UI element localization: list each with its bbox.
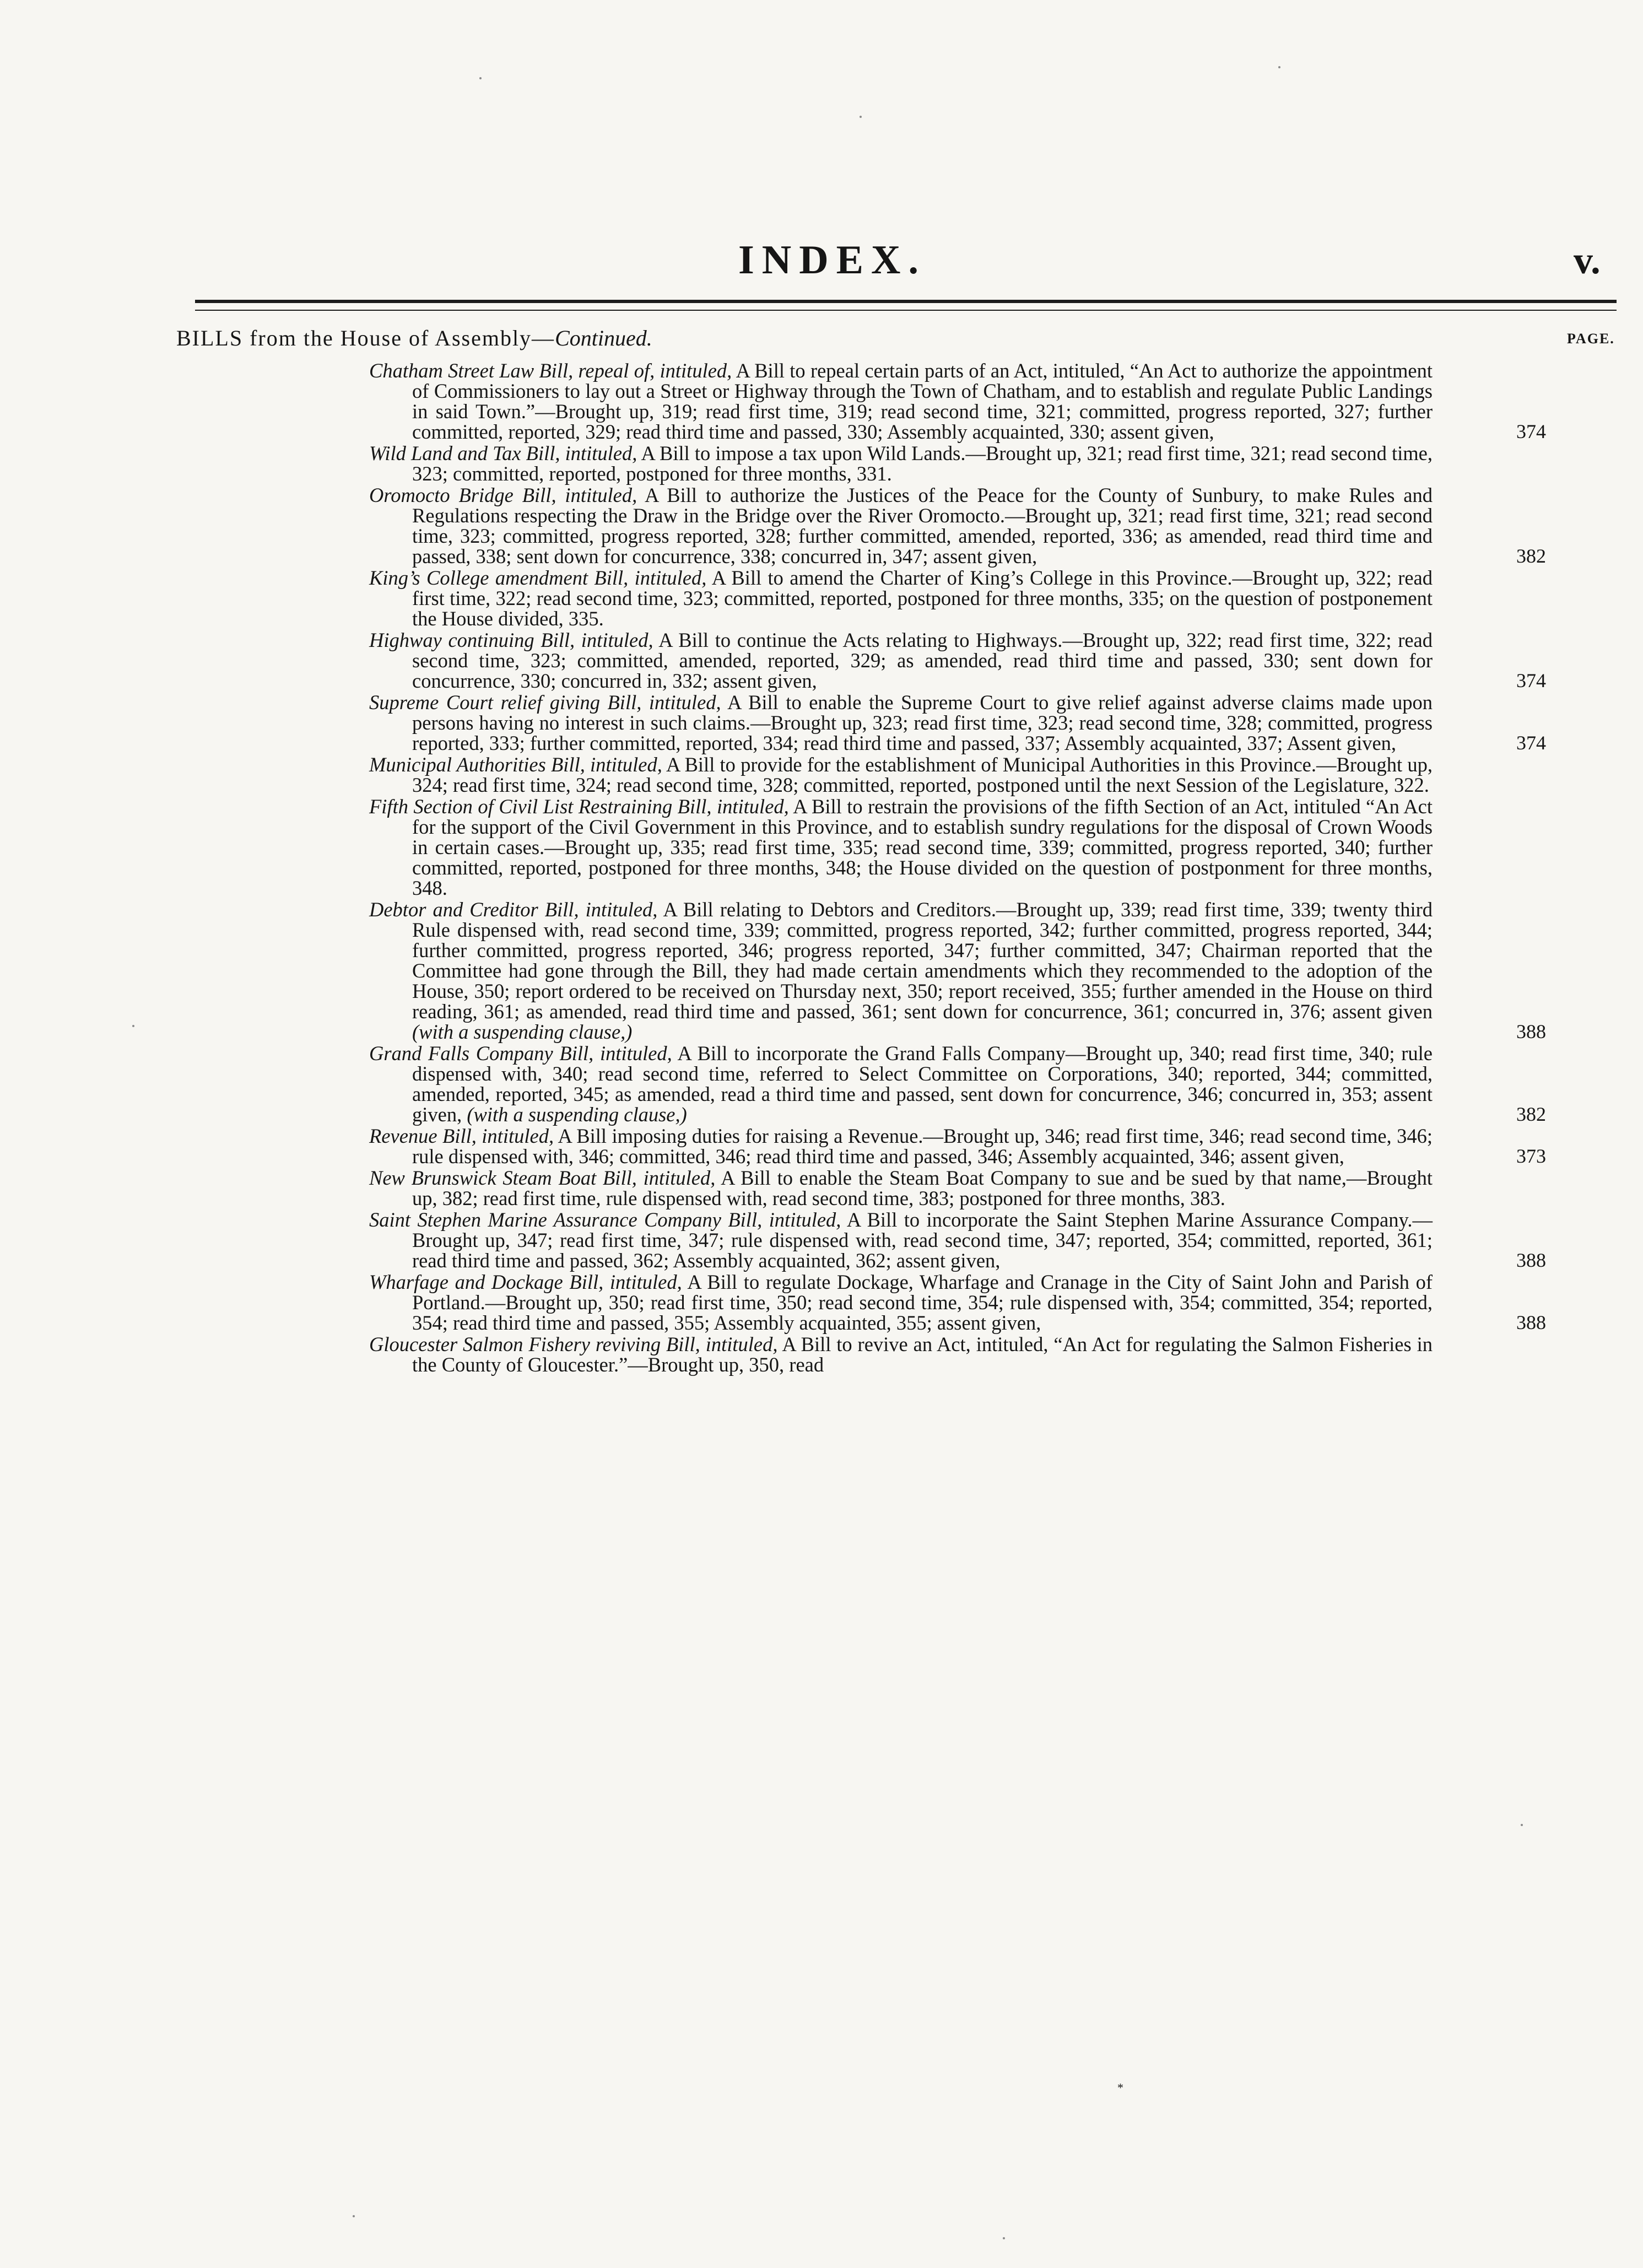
entry-page-number: 382	[1516, 545, 1546, 567]
index-entry	[369, 796, 1433, 898]
entry-text: A Bill to impose a tax upon Wild Lands.—Brought up, 321; read first time, 321; read second time, 323; committed, reported, postponed for three months, 331.	[412, 442, 1433, 485]
entry-page-number: 374	[1516, 669, 1546, 692]
page-column-label: PAGE.	[1567, 331, 1615, 347]
entry-title: Wild Land and Tax Bill, intituled,	[369, 442, 637, 465]
entry-text: A Bill to repeal certain parts of an Act, intituled, “An Act to authorize the appointment of Commissioners to lay out a Street or Highway through the Town of Chatham, and to establish and regulate Public Landings in said Town.”—Brought up, 319; read first time, 319; read second time, 321; committed, progress reported, 327; further committed, reported, 329; read third time and passed, 330; Assembly acquainted, 330; assent given,	[412, 359, 1433, 443]
index-entry	[369, 1208, 1546, 1272]
entry-title: Chatham Street Law Bill, repeal of, intituled,	[369, 359, 732, 382]
paper-speck	[1521, 1824, 1523, 1826]
section-heading-continued: Continued.	[555, 326, 652, 350]
index-entry	[369, 1271, 1546, 1334]
paper-speck	[353, 2215, 355, 2217]
header-rule-thick	[195, 300, 1617, 303]
entry-title: King’s College amendment Bill, intituled,	[369, 566, 707, 589]
entry-title: Fifth Section of Civil List Restraining Bill, intituled,	[369, 795, 789, 818]
index-entry	[369, 443, 1433, 484]
entry-title: Saint Stephen Marine Assurance Company Bill, intituled,	[369, 1208, 841, 1231]
index-entry	[369, 754, 1433, 795]
entry-text: A Bill to enable the Steam Boat Company to sue and be sued by that name,—Brought up, 382; read first time, rule dispensed with, read second time, 383; postponed for three months, 383.	[412, 1167, 1433, 1209]
paper-speck	[1003, 2237, 1005, 2239]
entry-page-number: 374	[1516, 420, 1546, 442]
page-number: v.	[1574, 240, 1601, 282]
index-entry	[369, 629, 1546, 692]
entry-text: A Bill imposing duties for raising a Revenue.—Brought up, 346; read first time, 346; read second time, 346; rule dispensed with, 346; committed, 346; read third time and passed, 346; Assembly acquainted, 346; assent given,	[412, 1125, 1433, 1168]
entry-page-number: 388	[1516, 1249, 1546, 1271]
index-entry	[369, 898, 1546, 1043]
section-heading-text: BILLS from the House of Assembly—	[176, 326, 555, 350]
paper-speck	[132, 1025, 134, 1027]
entry-text: A Bill to provide for the establishment of Municipal Authorities in this Province.—Brought up, 324; read first time, 324; read second time, 328; committed, reported, postponed until the next Session of the Legislature, 322.	[412, 753, 1433, 796]
entry-text: A Bill to authorize the Justices of the Peace for the County of Sunbury, to make Rules and Regulations respecting the Draw in the Bridge over the River Oromocto.—Brought up, 321; read first time, 321; read second time, 323; committed, progress reported, 328; further committed, amended, reported, 336; as amended, read third time and passed, 338; sent down for concurrence, 338; concurred in, 347; assent given,	[412, 484, 1433, 568]
entry-title: Debtor and Creditor Bill, intituled,	[369, 898, 658, 921]
paper-speck	[1278, 66, 1280, 68]
entry-title: Highway continuing Bill, intituled,	[369, 629, 653, 651]
index-entries	[369, 359, 1546, 1376]
entry-page-number: 388	[1516, 1020, 1546, 1043]
entry-text: A Bill to enable the Supreme Court to give relief against adverse claims made upon persons having no interest in such claims.—Brought up, 323; read first time, 323; read second time, 328; committed, progress reported, 333; further committed, reported, 334; read third time and passed, 337; Assembly acquainted, 337; Assent given,	[412, 691, 1433, 754]
index-entry	[369, 1168, 1433, 1208]
index-entry	[369, 1042, 1546, 1126]
entry-title: Grand Falls Company Bill, intituled,	[369, 1042, 672, 1065]
entry-text: A Bill to incorporate the Grand Falls Company—Brought up, 340; read first time, 340; rule dispensed with, 340; read second time, referred to Select Committee on Corporations, 340; reported, 344; committed, amended, reported, 345; as amended, read a third time and passed, sent down for concurrence, 346; concurred in, 353; assent given,	[412, 1042, 1433, 1126]
entry-text: A Bill to regulate Dockage, Wharfage and Cranage in the City of Saint John and Parish of Portland.—Brought up, 350; read first time, 350; read second time, 354; rule dispensed with, 354; committed, 354; reported, 354; read third time and passed, 355; Assembly acquainted, 355; assent given,	[412, 1271, 1433, 1334]
entry-text: A Bill to restrain the provisions of the fifth Section of an Act, intituled “An Act for the support of the Civil Government in this Province, and to establish sundry regulations for the disposal of Crown Woods in certain cases.—Brought up, 335; read first time, 335; read second time, 339; committed, progress reported, 340; further committed, reported, postponed for three months, 348; the House divided on the question of postponment for three months, 348.	[412, 795, 1433, 899]
page-title: INDEX.	[738, 237, 926, 283]
section-heading	[176, 325, 652, 351]
entry-title: Revenue Bill, intituled,	[369, 1125, 554, 1147]
entry-text: A Bill to amend the Charter of King’s College in this Province.—Brought up, 322; read first time, 322; read second time, 323; committed, reported, postponed for three months, 335; on the question of postponement the House divided, 335.	[412, 566, 1433, 630]
index-entry	[369, 1334, 1433, 1375]
entry-page-number: 374	[1516, 732, 1546, 754]
entry-text: A Bill to continue the Acts relating to Highways.—Brought up, 322; read first time, 322; read second time, 323; committed, amended, reported, 329; as amended, read third time and passed, 330; sent down for concurrence, 330; concurred in, 332; assent given,	[412, 629, 1433, 692]
footer-mark: *	[1117, 2081, 1123, 2094]
header-rule-thin	[195, 310, 1617, 311]
entry-note: (with a suspending clause,)	[412, 1020, 633, 1043]
entry-title: Wharfage and Dockage Bill, intituled,	[369, 1271, 682, 1293]
running-head	[0, 231, 1643, 292]
index-entry	[369, 691, 1546, 754]
entry-title: Oromocto Bridge Bill, intituled,	[369, 484, 637, 506]
paper-speck	[479, 77, 482, 79]
entry-page-number: 388	[1516, 1311, 1546, 1333]
entry-title: Supreme Court relief giving Bill, intituled,	[369, 691, 721, 714]
entry-page-number: 382	[1516, 1103, 1546, 1125]
entry-note: (with a suspending clause,)	[467, 1103, 687, 1126]
index-entry	[369, 568, 1433, 629]
entry-title: New Brunswick Steam Boat Bill, intituled,	[369, 1167, 716, 1189]
paper-speck	[860, 116, 862, 118]
index-entry	[369, 1125, 1546, 1168]
entry-text: A Bill to incorporate the Saint Stephen Marine Assurance Company.—Brought up, 347; read first time, 347; rule dispensed with, read second time, 347; reported, 354; committed, reported, 361; read third time and passed, 362; Assembly acquainted, 362; assent given,	[412, 1208, 1433, 1272]
index-entry	[369, 359, 1546, 443]
entry-title: Gloucester Salmon Fishery reviving Bill, intituled,	[369, 1333, 778, 1356]
entry-page-number: 373	[1516, 1145, 1546, 1167]
entry-text: A Bill to revive an Act, intituled, “An Act for regulating the Salmon Fisheries in the County of Gloucester.”—Brought up, 350, read	[412, 1333, 1433, 1376]
entry-text: A Bill relating to Debtors and Creditors.—Brought up, 339; read first time, 339; twenty third Rule dispensed with, read second time, 339; committed, progress reported, 342; further committed, progress reported, 344; further committed, progress reported, 346; progress reported, 347; further committed, 347; Chairman reported that the Committee had gone through the Bill, they had made certain amendments which they recommended to the adoption of the House, 350; report ordered to be received on Thursday next, 350; report received, 355; further amended in the House on third reading, 361; as amended, read third time and passed, 361; sent down for concurrence, 361; concurred in, 376; assent given	[412, 898, 1433, 1023]
index-entry	[369, 484, 1546, 568]
section-heading-line	[176, 325, 1614, 358]
entry-title: Municipal Authorities Bill, intituled,	[369, 753, 662, 776]
